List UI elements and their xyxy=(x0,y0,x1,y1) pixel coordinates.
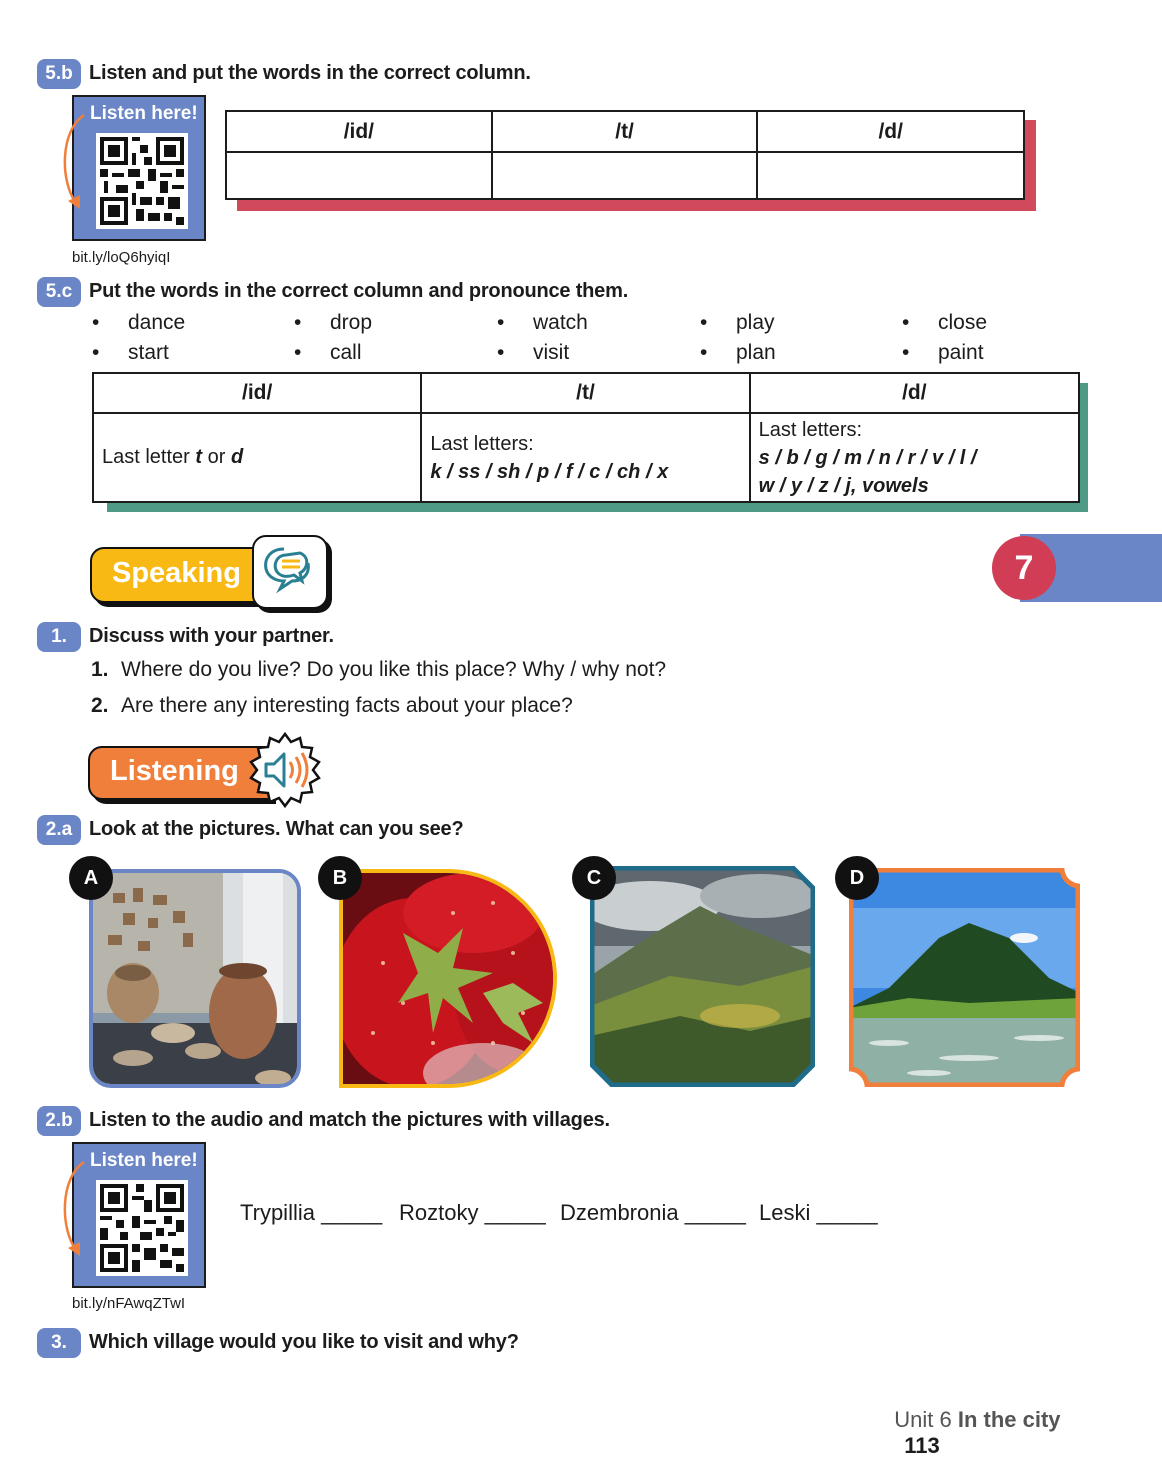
table-5b xyxy=(225,110,1025,200)
answer-cell-t[interactable] xyxy=(492,152,758,199)
rule-text: or xyxy=(202,446,231,468)
rule-text: Last letter xyxy=(102,446,196,468)
qr-code-icon xyxy=(96,1180,188,1276)
rule-label: Last letters: xyxy=(758,418,863,441)
rule-letters: w / y / z / j, vowels xyxy=(758,474,929,497)
word-item: • close xyxy=(938,311,987,335)
exercise-badge-5b: 5.b xyxy=(37,59,81,89)
listening-title: Listening xyxy=(110,755,239,787)
column-header-d: /d/ xyxy=(750,373,1079,413)
answer-cell-id[interactable] xyxy=(226,152,492,199)
word-item: • dance xyxy=(128,311,185,335)
exercise-2b-instruction: Listen to the audio and match the pictures with villages. xyxy=(89,1109,610,1131)
rule-cell-t xyxy=(421,413,749,502)
speaking-title: Speaking xyxy=(112,557,241,589)
exercise-1-instruction: Discuss with your partner. xyxy=(89,625,334,647)
page-footer xyxy=(882,1381,1061,1459)
exercise-5c-instruction: Put the words in the correct column and pronounce them. xyxy=(89,280,629,302)
question-number: 1. xyxy=(91,658,109,681)
rule-letters: k / ss / sh / p / f / c / ch / x xyxy=(430,460,669,483)
question-text: Are there any interesting facts about your place? xyxy=(121,694,573,717)
exercise-badge-5c: 5.c xyxy=(37,277,81,307)
rule-letter: d xyxy=(230,446,244,468)
column-header-t: /t/ xyxy=(492,111,758,152)
picture-b-strawberries xyxy=(339,869,557,1088)
unit-number-badge xyxy=(992,536,1056,600)
table-5c xyxy=(92,372,1080,503)
word-item: • play xyxy=(736,311,775,335)
picture-letter-b: B xyxy=(318,856,362,900)
picture-c-mountains xyxy=(590,866,815,1087)
qr-card-2b[interactable] xyxy=(72,1142,206,1288)
word-item: • plan xyxy=(736,341,776,365)
village-match-dzembronia[interactable]: Dzembronia _____ xyxy=(560,1200,746,1225)
picture-d-river-hill xyxy=(849,868,1080,1087)
page-number: 113 xyxy=(904,1433,940,1458)
word-item: • call xyxy=(330,341,362,365)
rule-cell-d xyxy=(750,413,1079,502)
question-text: Where do you live? Do you like this place? Why / why not? xyxy=(121,658,667,681)
footer-unit: Unit 6 xyxy=(894,1407,958,1432)
picture-letter-d: D xyxy=(835,856,879,900)
qr-link-2b[interactable]: bit.ly/nFAwqZTwI xyxy=(72,1295,186,1312)
picture-letter-c: C xyxy=(572,856,616,900)
qr-card-title: Listen here! xyxy=(90,103,198,124)
exercise-badge-3: 3. xyxy=(37,1328,81,1358)
speaker-icon xyxy=(244,730,326,810)
exercise-badge-2b: 2.b xyxy=(37,1106,81,1136)
exercise-3-instruction: Which village would you like to visit and why? xyxy=(89,1331,519,1353)
village-match-roztoky[interactable]: Roztoky _____ xyxy=(399,1200,546,1225)
column-header-id: /id/ xyxy=(226,111,492,152)
picture-a-museum xyxy=(89,869,301,1088)
column-header-id: /id/ xyxy=(93,373,421,413)
question-number: 2. xyxy=(91,694,109,717)
exercise-badge-2a: 2.a xyxy=(37,815,81,845)
qr-link-5b[interactable]: bit.ly/loQ6hyiqI xyxy=(72,249,171,266)
picture-letter-a: A xyxy=(69,856,113,900)
village-match-trypillia[interactable]: Trypillia _____ xyxy=(240,1200,383,1225)
exercise-5b-instruction: Listen and put the words in the correct column. xyxy=(89,62,531,84)
rule-cell-id xyxy=(93,413,421,502)
question-item xyxy=(91,694,573,718)
word-item: • start xyxy=(128,341,169,365)
rule-label: Last letters: xyxy=(430,432,534,455)
exercise-badge-1: 1. xyxy=(37,622,81,652)
curved-arrow-icon xyxy=(58,1158,88,1258)
rule-letter: t xyxy=(195,446,203,468)
village-match-leski[interactable]: Leski _____ xyxy=(759,1200,878,1225)
qr-card-5b[interactable] xyxy=(72,95,206,241)
qr-card-title: Listen here! xyxy=(90,1150,198,1171)
listening-section-header xyxy=(88,730,328,810)
exercise-2a-instruction: Look at the pictures. What can you see? xyxy=(89,818,464,840)
qr-code-icon xyxy=(96,133,188,229)
column-header-d: /d/ xyxy=(757,111,1024,152)
answer-cell-d[interactable] xyxy=(757,152,1024,199)
unit-number: 7 xyxy=(1014,549,1034,587)
word-item: • drop xyxy=(330,311,372,335)
word-item: • paint xyxy=(938,341,984,365)
column-header-t: /t/ xyxy=(421,373,749,413)
rule-letters: s / b / g / m / n / r / v / l / xyxy=(758,446,977,469)
speech-bubbles-icon xyxy=(252,535,328,609)
word-item: • visit xyxy=(533,341,569,365)
curved-arrow-icon xyxy=(58,111,88,211)
word-item: • watch xyxy=(533,311,588,335)
question-item xyxy=(91,658,666,682)
footer-unit-title: In the city xyxy=(957,1407,1061,1432)
speaking-section-header xyxy=(90,535,330,611)
